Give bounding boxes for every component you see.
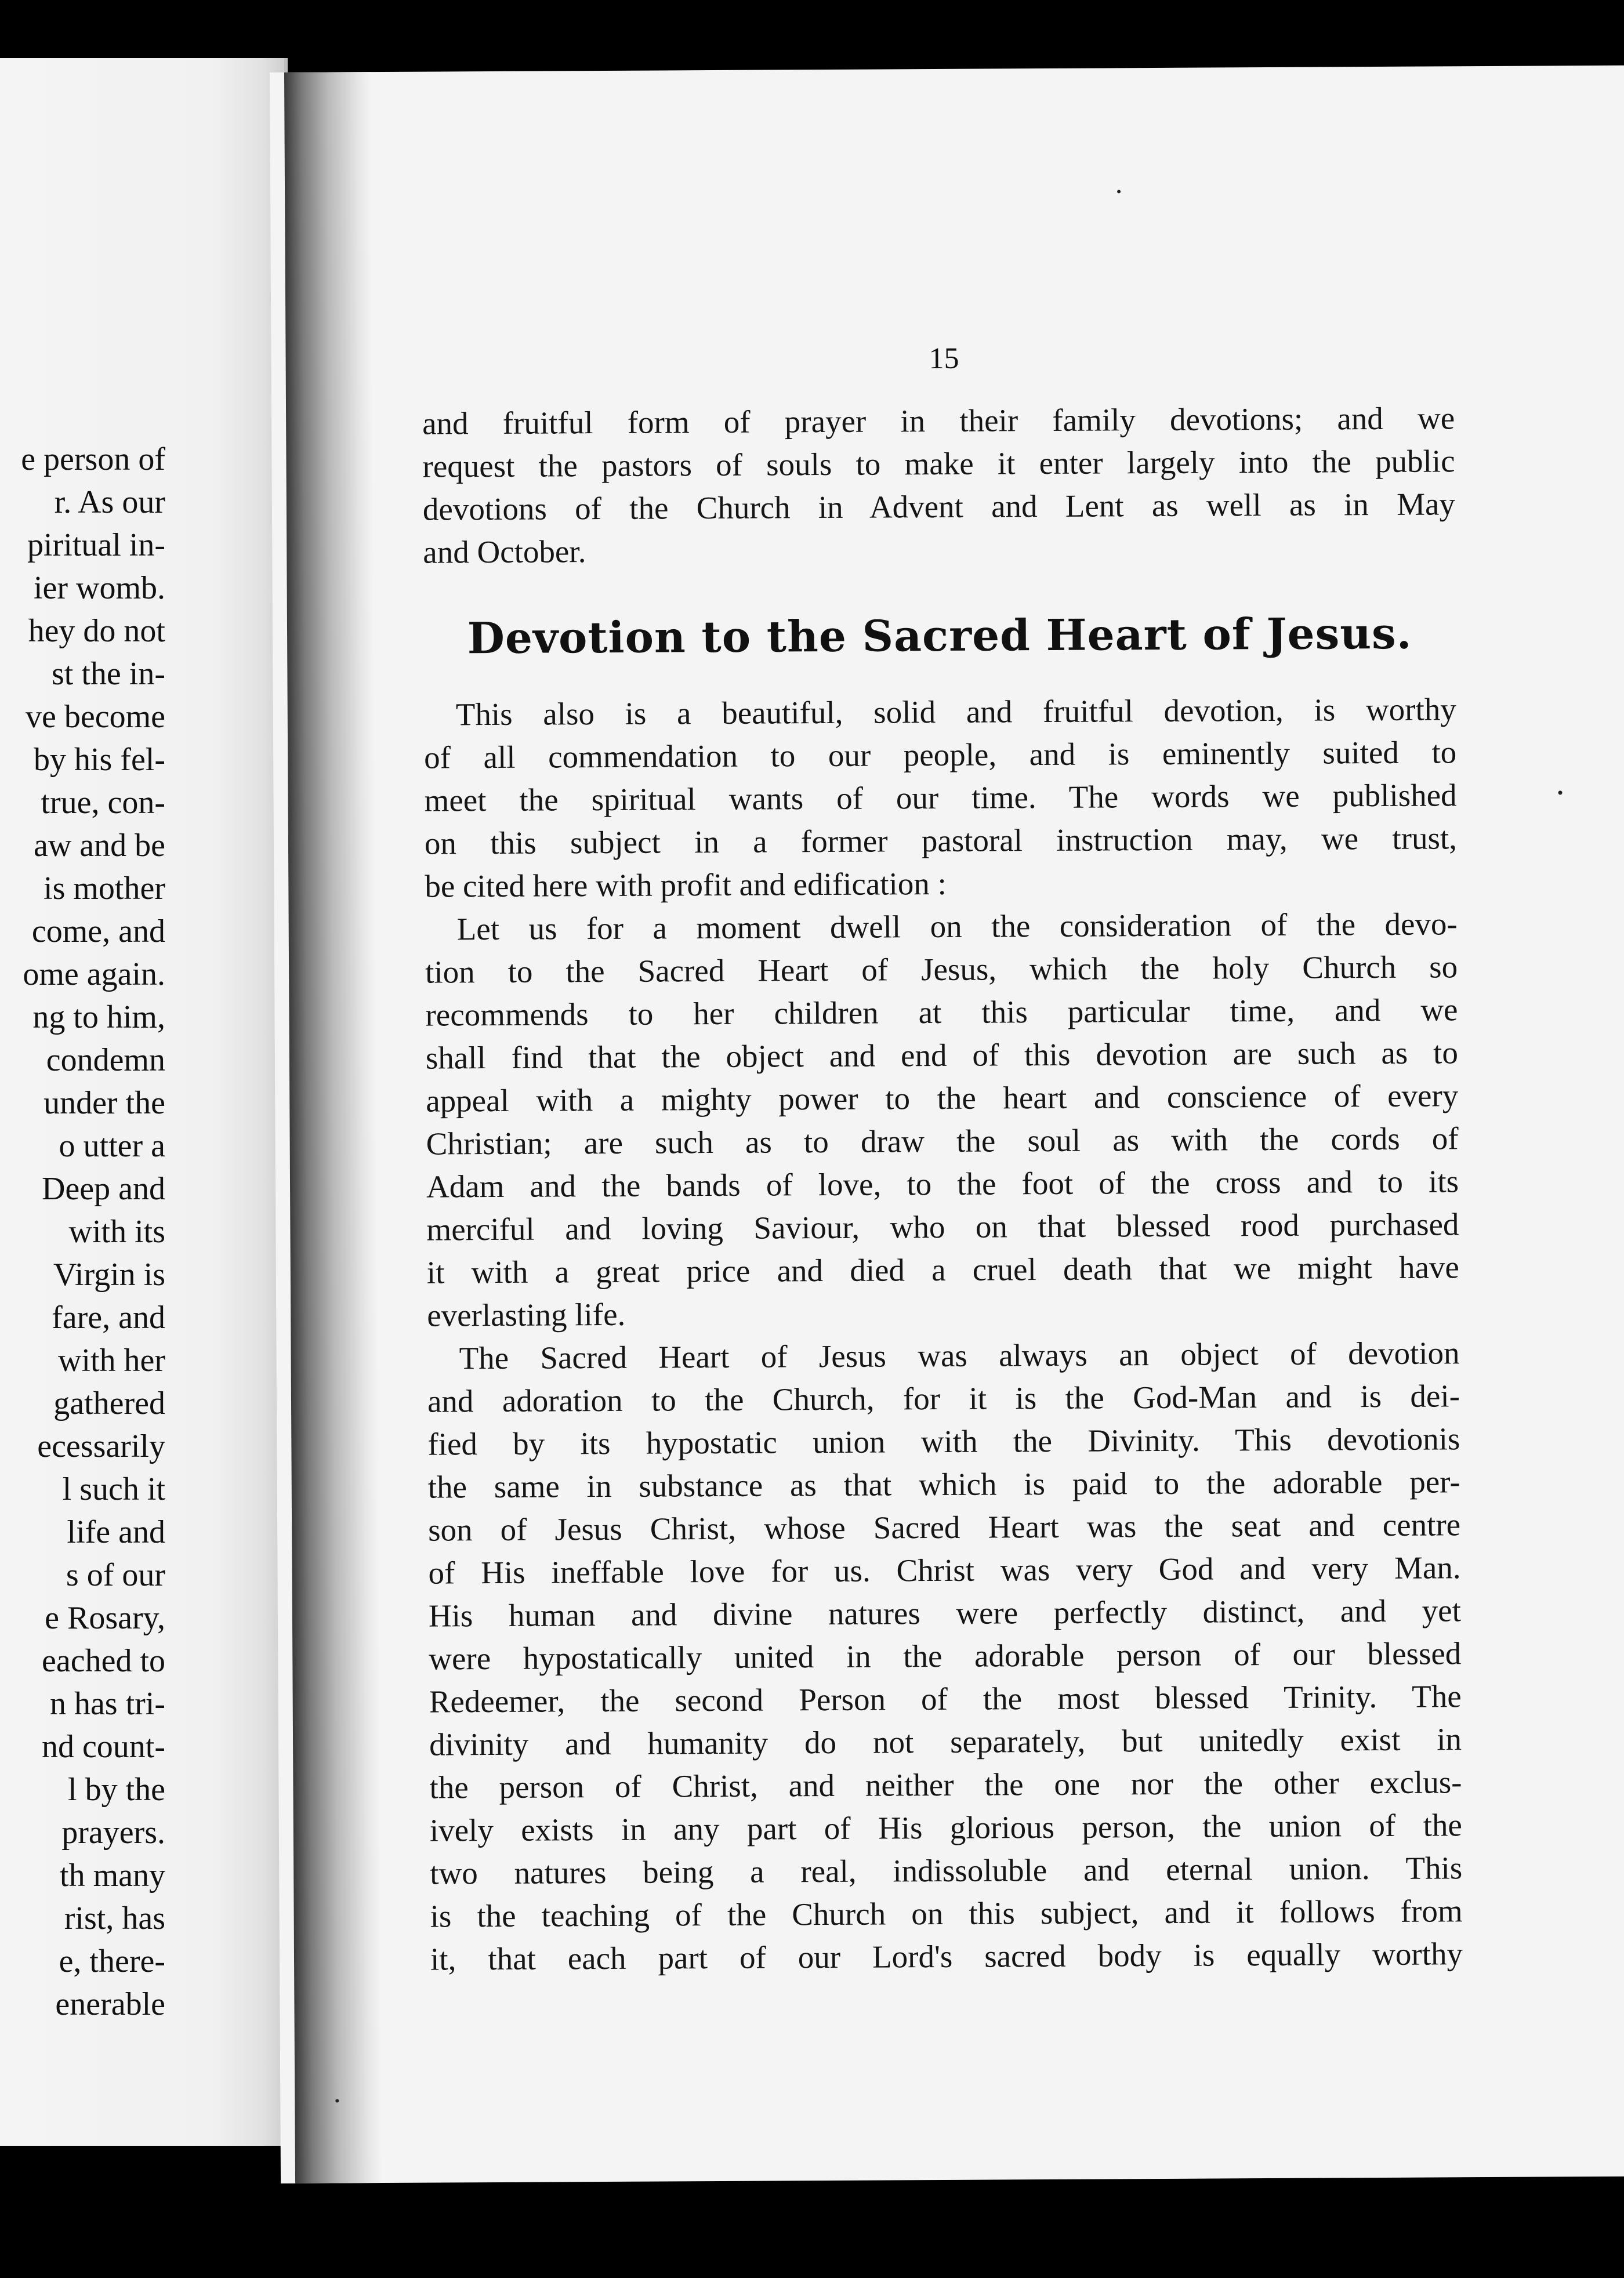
text-line: e Rosary,: [45, 1600, 165, 1636]
text-line: ively exists in any part of His glorious person, the union of the: [429, 1807, 1463, 1848]
text-line: meet the spiritual wants of our time. The words we published: [424, 777, 1457, 818]
text-line: This also is a beautiful, solid and fruitful devotion, is worthy: [455, 691, 1456, 732]
text-line: Virgin is: [53, 1257, 165, 1293]
text-line: it, that each part of our Lord's sacred body is equally worthy: [430, 1936, 1463, 1977]
text-line: Redeemer, the second Person of the most blessed Trinity. The: [429, 1678, 1462, 1720]
text-line: fied by its hypostatic union with the Divinity. This devotionis: [427, 1421, 1460, 1462]
text-line: true, con-: [41, 785, 165, 821]
text-line: recommends to her children at this particular time, and we: [425, 992, 1458, 1033]
text-line: life and: [67, 1514, 165, 1550]
text-line: aw and be: [33, 828, 165, 864]
page-number: 15: [929, 342, 959, 376]
text-line: gathered: [53, 1385, 165, 1421]
ink-speck: [1558, 790, 1563, 795]
text-line: e, there-: [59, 1943, 165, 1979]
text-line: be cited here with profit and edification :: [425, 865, 947, 904]
text-line: son of Jesus Christ, whose Sacred Heart was the seat and centre: [428, 1507, 1461, 1548]
text-line: e person of: [21, 441, 165, 477]
paragraph: [424, 688, 1458, 908]
text-line: the person of Christ, and neither the one nor the other exclus-: [429, 1764, 1462, 1805]
text-line: come, and: [31, 913, 165, 949]
text-line: ng to him,: [32, 999, 165, 1035]
text-line: s of our: [66, 1557, 165, 1593]
text-line: it with a great price and died a cruel death that we might have: [426, 1249, 1459, 1290]
text-line: the same in substance as that which is paid to the adorable per-: [427, 1464, 1460, 1505]
text-line: two natures being a real, indissoluble and eternal union. This: [430, 1850, 1463, 1891]
section-heading: Devotion to the Sacred Heart of Jesus.: [467, 608, 1412, 664]
text-line: shall find that the object and end of this devotion are such as to: [425, 1035, 1459, 1076]
text-line: st the in-: [52, 656, 165, 692]
text-line: The Sacred Heart of Jesus was always an object of devotion: [459, 1335, 1460, 1376]
text-line: ecessarily: [37, 1428, 165, 1464]
text-line: enerable: [55, 1986, 165, 2022]
text-line: hey do not: [28, 613, 165, 649]
text-line: th many: [60, 1858, 165, 1894]
text-line: appeal with a mighty power to the heart and conscience of every: [426, 1078, 1459, 1119]
text-line: and adoration to the Church, for it is the God-Man and is dei-: [427, 1378, 1460, 1419]
text-line: prayers.: [61, 1815, 165, 1851]
text-line: of His ineffable love for us. Christ was very God and very Man.: [428, 1550, 1461, 1591]
text-line: o utter a: [59, 1128, 165, 1164]
ink-speck: [1117, 190, 1121, 193]
text-line: condemn: [46, 1042, 165, 1078]
current-page: [270, 66, 1624, 2183]
ink-speck: [335, 2099, 339, 2102]
previous-page: [0, 58, 288, 2146]
text-line: piritual in-: [27, 527, 165, 563]
text-line: Deep and: [41, 1171, 165, 1207]
text-line: of all commendation to our people, and is eminently suited to: [424, 734, 1457, 775]
text-line: by his fel-: [33, 742, 165, 778]
text-line: everlasting life.: [427, 1296, 626, 1333]
text-line: with its: [68, 1214, 165, 1250]
intro-paragraph: [422, 397, 1456, 574]
text-line: is mother: [44, 870, 165, 906]
text-line: l by the: [68, 1772, 165, 1808]
text-line: n has tri-: [49, 1686, 165, 1722]
text-line: is the teaching of the Church on this subject, and it follows from: [430, 1893, 1463, 1934]
text-line: rist, has: [64, 1900, 165, 1936]
text-line: l such it: [62, 1471, 165, 1507]
text-line: with her: [57, 1343, 165, 1379]
text-line: devotions of the Church in Advent and Lent as well as in May: [422, 486, 1456, 527]
paragraph: [425, 902, 1460, 1337]
text-line: ve become: [26, 699, 165, 735]
text-line: r. As our: [54, 484, 165, 520]
text-line: nd count-: [41, 1729, 165, 1765]
text-line: eached to: [42, 1643, 165, 1679]
previous-page-text: [0, 438, 165, 2026]
text-line: and October.: [423, 534, 586, 570]
text-line: Adam and the bands of love, to the foot of the cross and to its: [426, 1163, 1459, 1205]
text-line: under the: [44, 1085, 165, 1121]
text-line: fare, and: [52, 1300, 165, 1336]
text-line: Let us for a moment dwell on the consideration of the devo-: [456, 906, 1458, 947]
text-line: were hypostatically united in the adorable person of our blessed: [429, 1635, 1462, 1677]
page-gutter-shadow: [284, 72, 382, 2183]
text-line: ier womb.: [33, 570, 165, 606]
text-line: request the pastors of souls to make it enter largely into the public: [422, 443, 1455, 484]
text-line: tion to the Sacred Heart of Jesus, which the holy Church so: [425, 949, 1458, 990]
text-line: on this subject in a former pastoral instruction may, we trust,: [424, 820, 1458, 861]
text-line: and fruitful form of prayer in their family devotions; and we: [422, 400, 1455, 441]
page-body: [422, 397, 1463, 1980]
text-line: His human and divine natures were perfectly distinct, and yet: [428, 1593, 1462, 1634]
paragraph: [427, 1332, 1463, 1980]
text-line: Christian; are such as to draw the soul as with the cords of: [426, 1120, 1459, 1162]
text-line: ome again.: [23, 956, 165, 992]
text-line: merciful and loving Saviour, who on that blessed rood purchased: [426, 1206, 1459, 1247]
text-line: divinity and humanity do not separately, but unitedly exist in: [429, 1721, 1462, 1762]
